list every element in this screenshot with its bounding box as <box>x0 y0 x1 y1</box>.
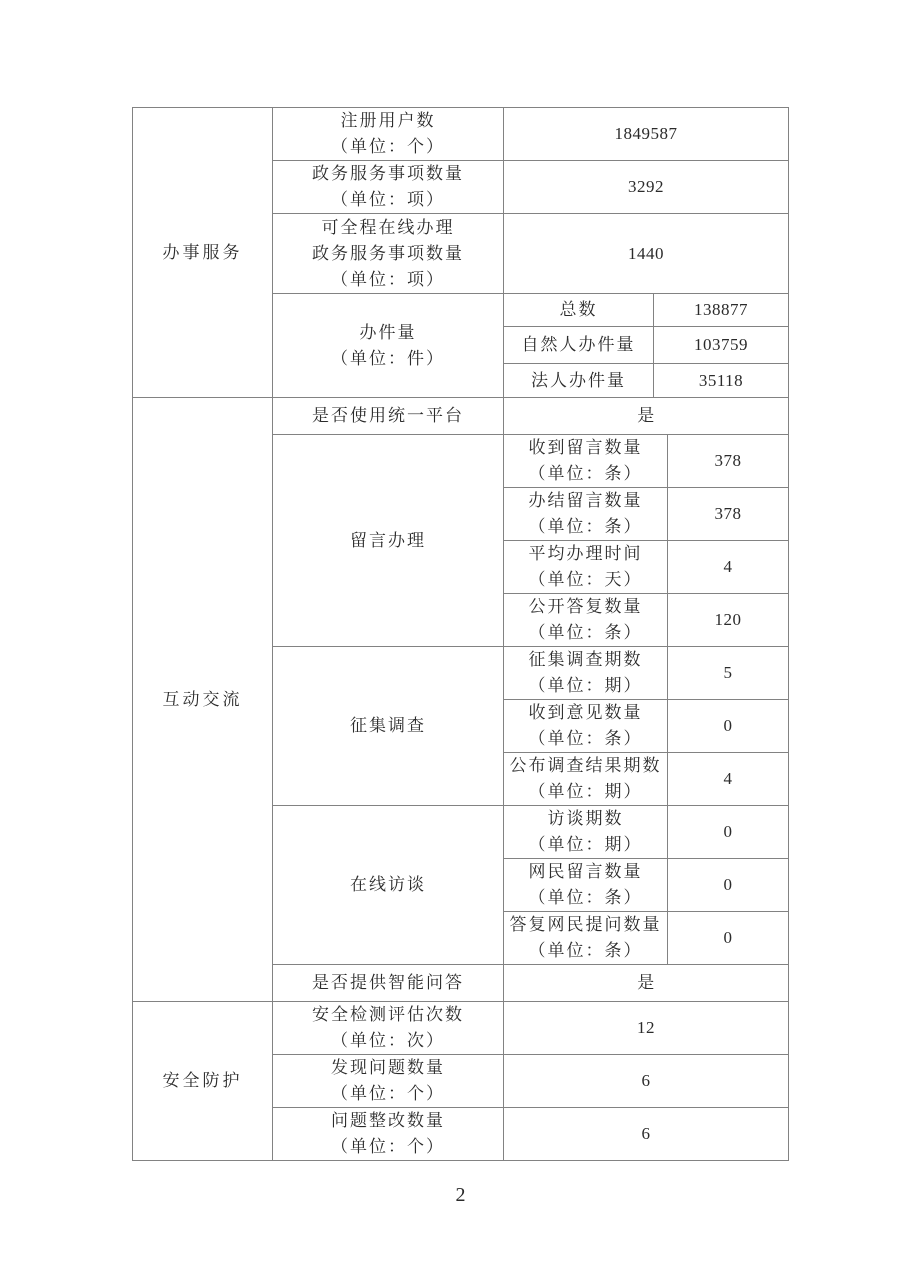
submetric-value-cell: 5 <box>668 647 789 700</box>
category-cell-hudong: 互动交流 <box>133 398 273 1002</box>
submetric-label: 收到意见数量 <box>528 703 643 722</box>
metric-label-cell: 是否提供智能问答 <box>273 965 504 1002</box>
submetric-label-cell <box>504 647 668 700</box>
submetric-label: 访谈期数 <box>547 809 624 828</box>
submetric-value-cell: 103759 <box>654 327 789 364</box>
submetric-unit: （单位：条） <box>528 517 643 536</box>
submetric-value-cell: 378 <box>668 488 789 541</box>
submetric-value-cell: 378 <box>668 435 789 488</box>
metric-label-cell <box>273 1002 504 1055</box>
metric-label: 安全检测评估次数 <box>312 1005 464 1024</box>
category-cell-banshi: 办事服务 <box>133 108 273 398</box>
submetric-label: 公开答复数量 <box>528 597 643 616</box>
submetric-label-cell <box>504 700 668 753</box>
metric-label-cell <box>273 108 504 161</box>
submetric-label-cell: 法人办件量 <box>504 364 654 398</box>
metric-value-cell: 1440 <box>504 214 789 294</box>
submetric-value-cell: 0 <box>668 806 789 859</box>
group-label: 办件量 <box>359 322 417 342</box>
metric-label: 问题整改数量 <box>331 1111 445 1130</box>
submetric-label-cell <box>504 806 668 859</box>
submetric-label: 收到留言数量 <box>528 438 643 457</box>
submetric-label-cell <box>504 435 668 488</box>
submetric-label: 平均办理时间 <box>528 544 643 563</box>
submetric-label-cell: 自然人办件量 <box>504 327 654 364</box>
submetric-unit: （单位：期） <box>528 835 643 854</box>
metric-label-cell: 是否使用统一平台 <box>273 398 504 435</box>
metric-label: 政务服务事项数量 <box>312 164 464 183</box>
submetric-unit: （单位：期） <box>528 676 643 695</box>
metric-label: 注册用户数 <box>340 111 436 130</box>
submetric-label: 征集调查期数 <box>528 650 643 669</box>
group-label-cell-zaixian: 在线访谈 <box>273 806 504 965</box>
metric-value-cell: 是 <box>504 398 789 435</box>
submetric-unit: （单位：条） <box>528 464 643 483</box>
submetric-label-cell <box>504 541 668 594</box>
submetric-value-cell: 4 <box>668 541 789 594</box>
submetric-unit: （单位：条） <box>528 888 643 907</box>
submetric-label: 网民留言数量 <box>528 862 643 881</box>
submetric-unit: （单位：条） <box>528 729 643 748</box>
metric-label: 可全程在线办理 <box>321 217 455 237</box>
metric-unit: （单位：个） <box>331 137 445 156</box>
submetric-label-cell <box>504 859 668 912</box>
metric-unit: （单位：项） <box>331 190 445 209</box>
metric-value-cell: 1849587 <box>504 108 789 161</box>
submetric-value-cell: 0 <box>668 912 789 965</box>
metric-unit: （单位：次） <box>331 1031 445 1050</box>
submetric-value-cell: 35118 <box>654 364 789 398</box>
submetric-unit: （单位：条） <box>528 941 643 960</box>
metric-value-cell: 6 <box>504 1108 789 1161</box>
submetric-unit: （单位：期） <box>528 782 643 801</box>
category-cell-anquan: 安全防护 <box>133 1002 273 1161</box>
table-row <box>133 108 789 161</box>
group-label-cell-zhengji: 征集调查 <box>273 647 504 806</box>
submetric-value-cell: 4 <box>668 753 789 806</box>
group-label-cell-liuyan: 留言办理 <box>273 435 504 647</box>
table-row <box>133 398 789 435</box>
metric-value-cell: 是 <box>504 965 789 1002</box>
metric-value-cell: 3292 <box>504 161 789 214</box>
metric-label-cell <box>273 161 504 214</box>
submetric-label: 公布调查结果期数 <box>509 756 662 775</box>
submetric-value-cell: 0 <box>668 700 789 753</box>
submetric-label: 办结留言数量 <box>528 491 643 510</box>
metric-value-cell: 12 <box>504 1002 789 1055</box>
metric-unit: （单位：个） <box>331 1084 445 1103</box>
table-row <box>133 1002 789 1055</box>
submetric-label: 答复网民提问数量 <box>509 915 662 934</box>
submetric-label-cell <box>504 753 668 806</box>
submetric-label-cell: 总数 <box>504 294 654 327</box>
group-unit: （单位：件） <box>331 348 445 368</box>
metric-unit: （单位：个） <box>331 1137 445 1156</box>
submetric-value-cell: 120 <box>668 594 789 647</box>
submetric-unit: （单位：天） <box>528 570 643 589</box>
metric-label-cell <box>273 214 504 294</box>
submetric-label-cell <box>504 594 668 647</box>
metric-label: 政务服务事项数量 <box>312 243 464 263</box>
submetric-value-cell: 0 <box>668 859 789 912</box>
metric-value-cell: 6 <box>504 1055 789 1108</box>
submetric-label-cell <box>504 488 668 541</box>
page-number: 2 <box>455 1184 466 1206</box>
submetric-value-cell: 138877 <box>654 294 789 327</box>
group-label-cell-banjian <box>273 294 504 398</box>
metric-label-cell <box>273 1055 504 1108</box>
metric-unit: （单位：项） <box>331 269 445 289</box>
submetric-label-cell <box>504 912 668 965</box>
annual-report-table <box>132 107 789 1161</box>
submetric-unit: （单位：条） <box>528 623 643 642</box>
metric-label: 发现问题数量 <box>331 1058 445 1077</box>
metric-label-cell <box>273 1108 504 1161</box>
